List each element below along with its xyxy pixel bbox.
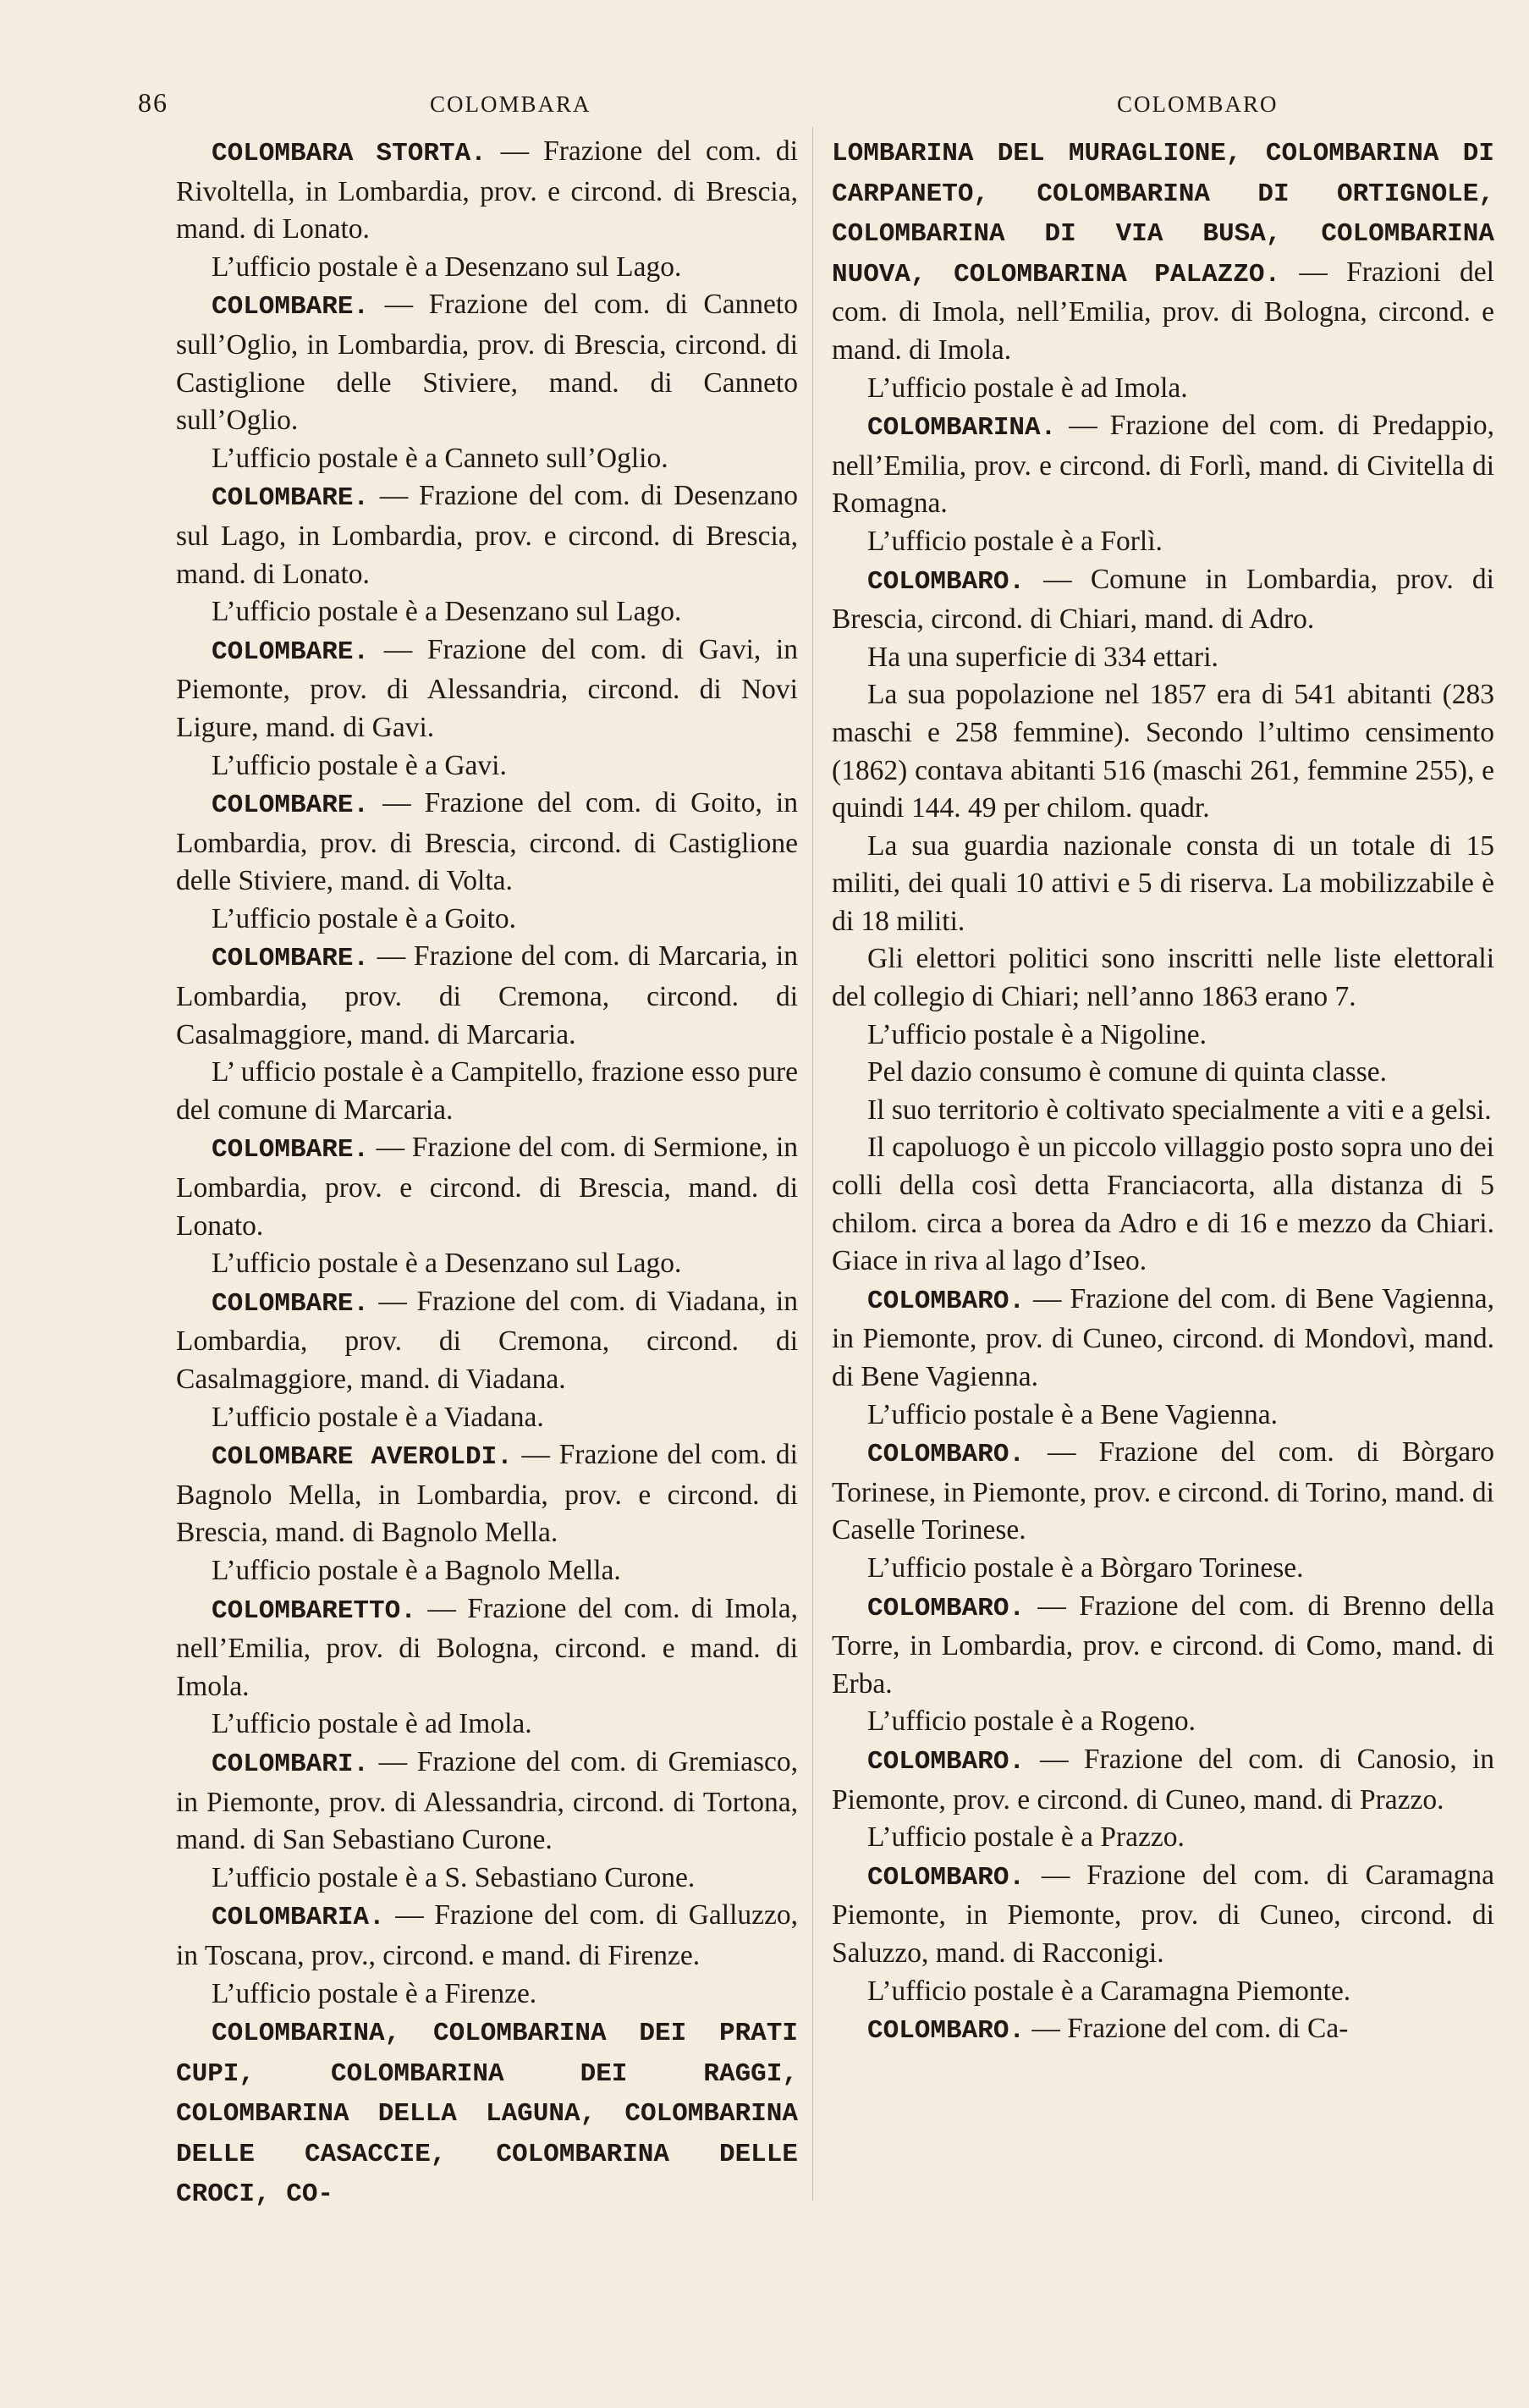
entry-text: — Frazione del com. di Viadana, in Lombardia, prov. di Cremona, circond. di Casalmaggiore, mand. di Viadana. [176,1285,798,1395]
entry-text: — Frazione del com. di Bagnolo Mella, in Lombardia, prov. e circond. di Brescia, mand. di Bagnolo Mella. [176,1439,798,1549]
entry-text: — Frazione del com. di Canneto sull’Oglio, in Lombardia, prov. di Brescia, circond. di Castiglione delle Stiviere, mand. di Canneto sull’Oglio. [176,289,798,437]
entry-text: L’ufficio postale è a Forlì. [867,525,1163,557]
entry-note [176,1245,798,1283]
entry-text: — Frazione del com. di Marcaria, in Lombardia, prov. di Cremona, circond. di Casalmaggiore, mand. di Marcaria. [176,940,798,1050]
entry-paragraph [832,1857,1494,1973]
entry-text: — Frazione del com. di Brenno della Torre, in Lombardia, prov. e circond. di Como, mand. di Erba. [832,1590,1494,1700]
entry-note [176,1975,798,2014]
entry-headword: COLOMBARE AVEROLDI. [212,1442,513,1473]
entry-note [832,1397,1494,1435]
entry-text: L’ufficio postale è a Rogeno. [867,1705,1196,1738]
entry-note [176,1860,798,1898]
entry-text: Il suo territorio è coltivato specialmente a viti e a gelsi. [867,1094,1492,1126]
entry-paragraph [176,2013,798,2214]
entry-note [176,249,798,287]
entry-text: — Frazione del com. di Gavi, in Piemonte, prov. di Alessandria, circond. di Novi Ligure, mand. di Gavi. [176,633,798,743]
entry-note [832,828,1494,941]
running-head-right: COLOMBARO [1117,91,1279,117]
entry-paragraph [176,133,798,249]
entry-text: L’ufficio postale è a Canneto sull’Oglio. [212,442,668,474]
entry-note [832,370,1494,408]
entry-text: — Frazione del com. di Sermione, in Lombardia, prov. e circond. di Brescia, mand. di Lonato. [176,1132,798,1242]
entry-text: L’ufficio postale è a Viadana. [212,1401,544,1433]
entry-headword: COLOMBARETTO. [212,1595,416,1626]
entry-paragraph [832,1588,1494,1704]
entry-text: — Comune in Lombardia, prov. di Brescia, circond. di Chiari, mand. di Adro. [832,563,1494,636]
entry-note [832,1017,1494,1055]
entry-text: L’ ufficio postale è a Campitello, frazione esso pure del comune di Marcaria. [176,1056,798,1126]
column-divider [812,127,813,2201]
entry-note [176,1054,798,1129]
entry-paragraph [176,785,798,901]
entry-headword: COLOMBARE. [212,1288,370,1319]
entry-headword: COLOMBARE. [212,483,370,514]
entry-headword: COLOMBARE. [212,292,370,322]
entry-headword: LOMBARINA DEL MURAGLIONE, COLOMBARINA DI CARPANETO, COLOMBARINA DI ORTIGNOLE, COLOMBARINA DI VIA BUSA, COLOMBARINA NUOVA, COLOMBARINA PALAZZO. [832,139,1494,289]
entry-note [176,1705,798,1744]
entry-headword: COLOMBARO. [867,1593,1026,1623]
entry-note [832,1819,1494,1857]
entry-headword: COLOMBARE. [212,791,370,821]
entry-text: Ha una superficie di 334 ettari. [867,641,1218,673]
entry-note [832,1550,1494,1588]
entry-paragraph [176,631,798,747]
entry-headword: COLOMBARE. [212,1135,370,1165]
entry-note [176,1399,798,1437]
entry-paragraph [176,1129,798,1245]
entry-headword: COLOMBARO. [867,1286,1026,1316]
entry-paragraph [176,1283,798,1399]
entry-note [832,1129,1494,1280]
entry-text: — Frazione del com. di Gremiasco, in Piemonte, prov. di Alessandria, circond. di Tortona, mand. di San Sebastiano Curone. [176,1745,798,1856]
entry-paragraph [176,477,798,593]
entry-text: L’ufficio postale è a Gavi. [212,749,507,781]
entry-paragraph [176,286,798,439]
entry-text: — Frazione del com. di Canosio, in Piemonte, prov. e circond. di Cuneo, mand. di Prazzo. [832,1743,1494,1816]
entry-text: — Frazione del com. di Ca- [1025,2013,1349,2045]
entry-paragraph [832,1281,1494,1397]
entry-text: L’ufficio postale è ad Imola. [212,1708,532,1740]
entry-text: L’ufficio postale è a Caramagna Piemonte. [867,1975,1351,2007]
entry-text: — Frazione del com. di Galluzzo, in Toscana, prov., circond. e mand. di Firenze. [176,1899,798,1971]
entry-text: La sua popolazione nel 1857 era di 541 abitanti (283 maschi e 258 femmine). Secondo l’ultimo censimento (1862) contava abitanti 516 (maschi 261, femmine 255), e quindi 144. 49 per chilom. quadr. [832,679,1494,824]
entry-text: L’ufficio postale è a Bagnolo Mella. [212,1554,621,1586]
entry-text: L’ufficio postale è a Nigoline. [867,1018,1207,1050]
entry-paragraph [176,938,798,1054]
entry-text: L’ufficio postale è a Bene Vagienna. [867,1398,1278,1430]
entry-note [832,940,1494,1016]
entry-text: L’ufficio postale è a Bòrgaro Torinese. [867,1551,1304,1584]
page-number: 86 [138,87,168,118]
entry-note [832,523,1494,561]
entry-text: L’ufficio postale è a Desenzano sul Lago. [212,1248,682,1280]
entry-text: — Frazioni del com. di Imola, nell’Emilia, prov. di Bologna, circond. e mand. di Imola. [832,256,1494,366]
entry-text: L’ufficio postale è a Goito. [212,902,517,934]
entry-text: — Frazione del com. di Caramagna Piemonte, in Piemonte, prov. di Cuneo, circond. di Saluzzo, mand. di Racconigi. [832,1859,1494,1969]
entry-note [832,1054,1494,1092]
entry-headword: COLOMBARO. [867,1440,1026,1470]
entry-paragraph [832,2010,1494,2051]
entry-paragraph [176,1897,798,1975]
entry-text: L’ufficio postale è a S. Sebastiano Curone. [212,1861,696,1893]
entry-note [176,1552,798,1590]
entry-note [832,1092,1494,1130]
entry-paragraph [832,561,1494,639]
entry-text: La sua guardia nazionale consta di un totale di 15 militi, dei quali 10 attivi e 5 di riserva. La mobilizzabile è di 18 militi. [832,829,1494,937]
entry-paragraph [176,1590,798,1706]
entry-headword: COLOMBARO. [867,1746,1026,1777]
entry-paragraph [832,133,1494,370]
entry-headword: COLOMBARINA, COLOMBARINA DEI PRATI CUPI, COLOMBARINA DEI RAGGI, COLOMBARINA DELLA LAGUNA, COLOMBARINA DELLE CASACCIE, COLOMBARINA DELLE CROCI, CO- [176,2019,798,2210]
entry-headword: COLOMBARO. [867,1862,1026,1893]
entry-text: Il capoluogo è un piccolo villaggio posto sopra uno dei colli della così detta Franciacorta, alla distanza di 5 chilom. circa a borea da Adro e di 16 e mezzo da Chiari. Giace in riva al lago d’Iseo. [832,1132,1494,1277]
entry-paragraph [832,1434,1494,1550]
entry-note [176,747,798,785]
entry-headword: COLOMBARO. [867,566,1026,597]
entry-headword: COLOMBARIA. [212,1903,385,1933]
entry-headword: COLOMBARE. [212,636,370,667]
entry-note [176,901,798,939]
entry-note [832,639,1494,677]
running-head-left: COLOMBARA [430,91,591,117]
entry-text: L’ufficio postale è ad Imola. [867,372,1188,404]
entry-text: — Frazione del com. di Predappio, nell’Emilia, prov. e circond. di Forlì, mand. di Civitella di Romagna. [832,410,1494,520]
entry-headword: COLOMBARINA. [867,413,1057,444]
entry-text: — Frazione del com. di Rivoltella, in Lombardia, prov. e circond. di Brescia, mand. di Lonato. [176,135,798,245]
entry-text: Pel dazio consumo è comune di quinta classe. [867,1056,1388,1088]
entry-headword: COLOMBARO. [867,2016,1026,2047]
entry-note [832,676,1494,827]
entry-note [832,1973,1494,2011]
entry-text: Gli elettori politici sono inscritti nelle liste elettorali del collegio di Chiari; nell’anno 1863 erano 7. [832,943,1494,1013]
entry-note [176,593,798,631]
entry-headword: COLOMBARI. [212,1749,370,1779]
entry-paragraph [832,407,1494,523]
entry-text: — Frazione del com. di Imola, nell’Emilia, prov. di Bologna, circond. e mand. di Imola. [176,1592,798,1702]
entry-text: L’ufficio postale è a Prazzo. [867,1821,1185,1854]
entry-text: — Frazione del com. di Bene Vagienna, in Piemonte, prov. di Cuneo, circond. di Mondovì, mand. di Bene Vagienna. [832,1282,1494,1392]
entry-note [832,1703,1494,1741]
entry-paragraph [176,1744,798,1860]
entry-headword: COLOMBARA STORTA. [212,139,487,168]
entry-text: L’ufficio postale è a Firenze. [212,1977,537,2009]
entry-text: L’ufficio postale è a Desenzano sul Lago. [212,596,682,628]
left-column [176,133,798,2214]
entry-text: — Frazione del com. di Bòrgaro Torinese, in Piemonte, prov. e circond. di Torino, mand. di Caselle Torinese. [832,1436,1494,1546]
entry-note [176,440,798,478]
entry-paragraph [176,1436,798,1552]
entry-headword: COLOMBARE. [212,944,370,974]
entry-text: — Frazione del com. di Goito, in Lombardia, prov. di Brescia, circond. di Castiglione delle Stiviere, mand. di Volta. [176,787,798,897]
entry-paragraph [832,1741,1494,1819]
entry-text: L’ufficio postale è a Desenzano sul Lago. [212,251,682,283]
entry-text: — Frazione del com. di Desenzano sul Lago, in Lombardia, prov. e circond. di Brescia, mand. di Lonato. [176,480,798,590]
right-column [832,133,1494,2051]
